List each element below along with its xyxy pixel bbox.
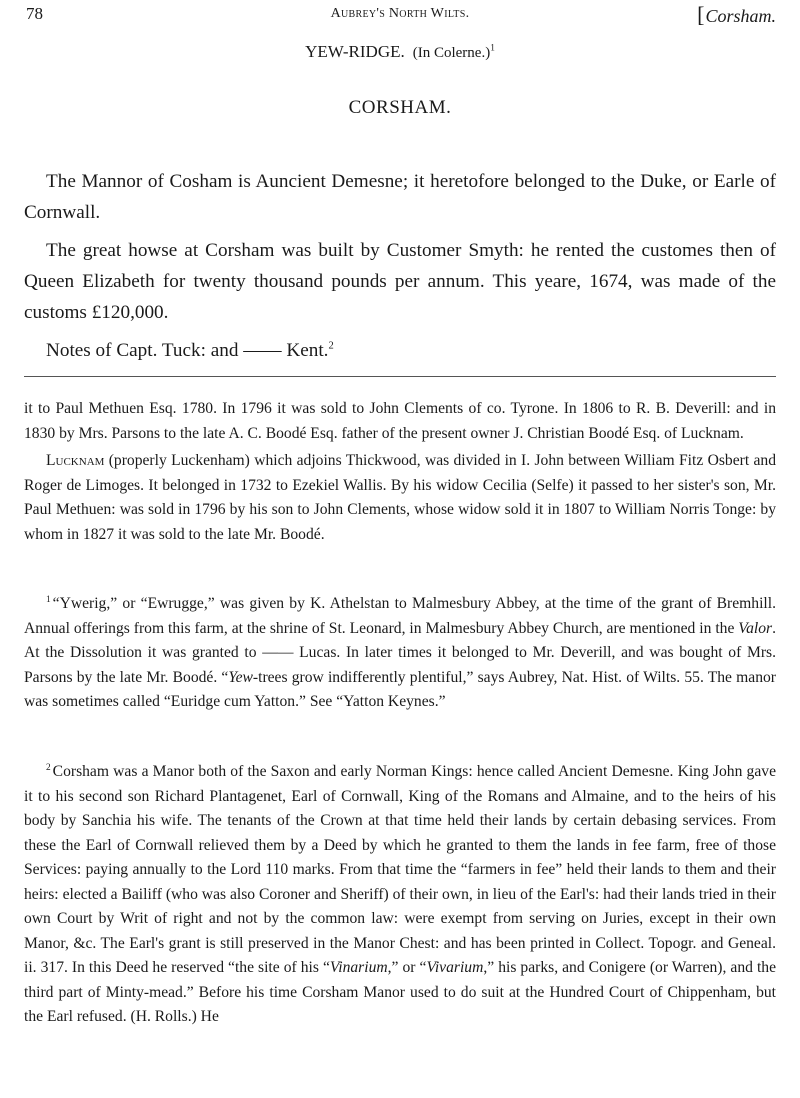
subhead-title: YEW-RIDGE. (305, 42, 405, 61)
footnote-divider (24, 376, 776, 377)
footnote-1-text-a: “Ywerig,” or “Ewrugge,” was given by K. Athelstan to Malmesbury Abbey, at the time of the grant of Bremhill. Annual offerings from this farm, at the shrine of St. Leonard, in Malmesbury Abbey Church, are mentioned in the (24, 595, 776, 637)
footnote-1-mark: 1 (46, 594, 51, 605)
footnote-1-italic-yew: Yew (228, 668, 253, 686)
main-paragraph-3 (24, 335, 776, 366)
subheading-yew-ridge (24, 42, 776, 62)
section-name: Corsham. (705, 6, 776, 26)
footnote-2-italic-vivarium: Vivarium (426, 959, 484, 976)
footnote-1-italic-valor: Valor (738, 619, 773, 637)
running-section (697, 2, 776, 28)
running-title: Aubrey's North Wilts. (330, 6, 470, 21)
notes-paragraph-1: it to Paul Methuen Esq. 1780. In 1796 it was sold to John Clements of co. Tyrone. In 1806 to R. B. Deverill: and in 1830 by Mrs. Parsons to the late A. C. Boodé Esq. father of the present owner J. Christian Boodé Esq. of Lucknam. (24, 400, 776, 442)
footnote-2-mark: 2 (46, 762, 51, 773)
notes-paragraph-2 (24, 449, 776, 547)
lucknam-lead: Lucknam (46, 452, 105, 469)
section-heading: CORSHAM. (348, 97, 452, 118)
main-paragraph-1: The Mannor of Cosham is Auncient Demesne; it heretofore belonged to the Duke, or Earle of Cornwall. (24, 171, 776, 223)
footnote-2 (24, 760, 776, 1030)
section-bracket: [ (697, 2, 705, 27)
page-number: 78 (26, 4, 43, 23)
notes-line: Notes of Capt. Tuck: and —— Kent. (46, 340, 329, 361)
main-text (24, 166, 776, 373)
footnote-2-text-a: Corsham was a Manor both of the Saxon and early Norman Kings: hence called Ancient Demesne. King John gave it to his second son Richard Plantagenet, Earl of Cornwall, King of the Romans and Almaine, and to the heirs of his body by Sanchia his wife. The tenants of the Crown at that time held their lands by certain debasing services. From these the Earl of Cornwall relieved them by a Deed by which he granted to them the lands in fee farm, free of those Services: paying annually to the Lord 110 marks. From that time the “farmers in fee” held their lands to them and their heirs: elected a Bailiff (who was also Coroner and Sheriff) of their own, in lieu of the Earl's: had their lands tried in their own Court by Writ of right and not by the common law: were exempt from serving on Juries, except in their own Manor, &c. The Earl's grant is still preserved in the Manor Chest: and has been printed in Collect. Topogr. and Geneal. ii. 317. In this Deed he reserved “the site of his “ (24, 763, 776, 976)
footnote-2-text-c: ,” his parks, and Conigere (or Warren), and the third part of Minty-mead.” Before his time Corsham Manor used to do suit at the Hundred Court of Chippenham, but the Earl refused. (H. Rolls.) He (24, 959, 777, 1025)
footnote-1-text-c: -trees grow indifferently plentiful,” says Aubrey, Nat. Hist. of Wilts. 55. The manor was sometimes called “Euridge cum Yatton.” See “Yatton Keynes.” (24, 668, 776, 710)
subhead-paren: (In Colerne.) (412, 45, 491, 61)
main-paragraph-2: The great howse at Corsham was built by Customer Smyth: he rented the customes then of Queen Elizabeth for twenty thousand pounds per annum. This yeare, 1674, was made of the customs £120,000. (24, 240, 776, 323)
footnote-ref-2[interactable]: 2 (328, 340, 334, 352)
footnote-1-text-b: . At the Dissolution it was granted to —— Lucas. In later times it belonged to Mr. Deverill, and was bought of Mrs. Parsons by the late Mr. Boodé. “ (24, 619, 776, 686)
continued-notes (24, 397, 776, 547)
footnote-2-italic-vinarium: Vinarium (329, 959, 388, 976)
running-head (24, 2, 776, 32)
footnote-2-text-b: ,” or “ (387, 959, 427, 976)
footnote-ref-1[interactable]: 1 (490, 43, 495, 54)
footnote-1 (24, 592, 776, 715)
lucknam-text: (properly Luckenham) which adjoins Thickwood, was divided in I. John between William Fitz Osbert and Roger de Limoges. It belonged in 1732 to Ezekiel Wallis. By his widow Cecilia (Selfe) it passed to her sister's son, Mr. Paul Methuen: was sold in 1796 by his son to John Clements, whose widow sold it in 1807 to William Norris Tonge: by whom in 1827 it was sold to the late Mr. Boodé. (24, 452, 776, 543)
